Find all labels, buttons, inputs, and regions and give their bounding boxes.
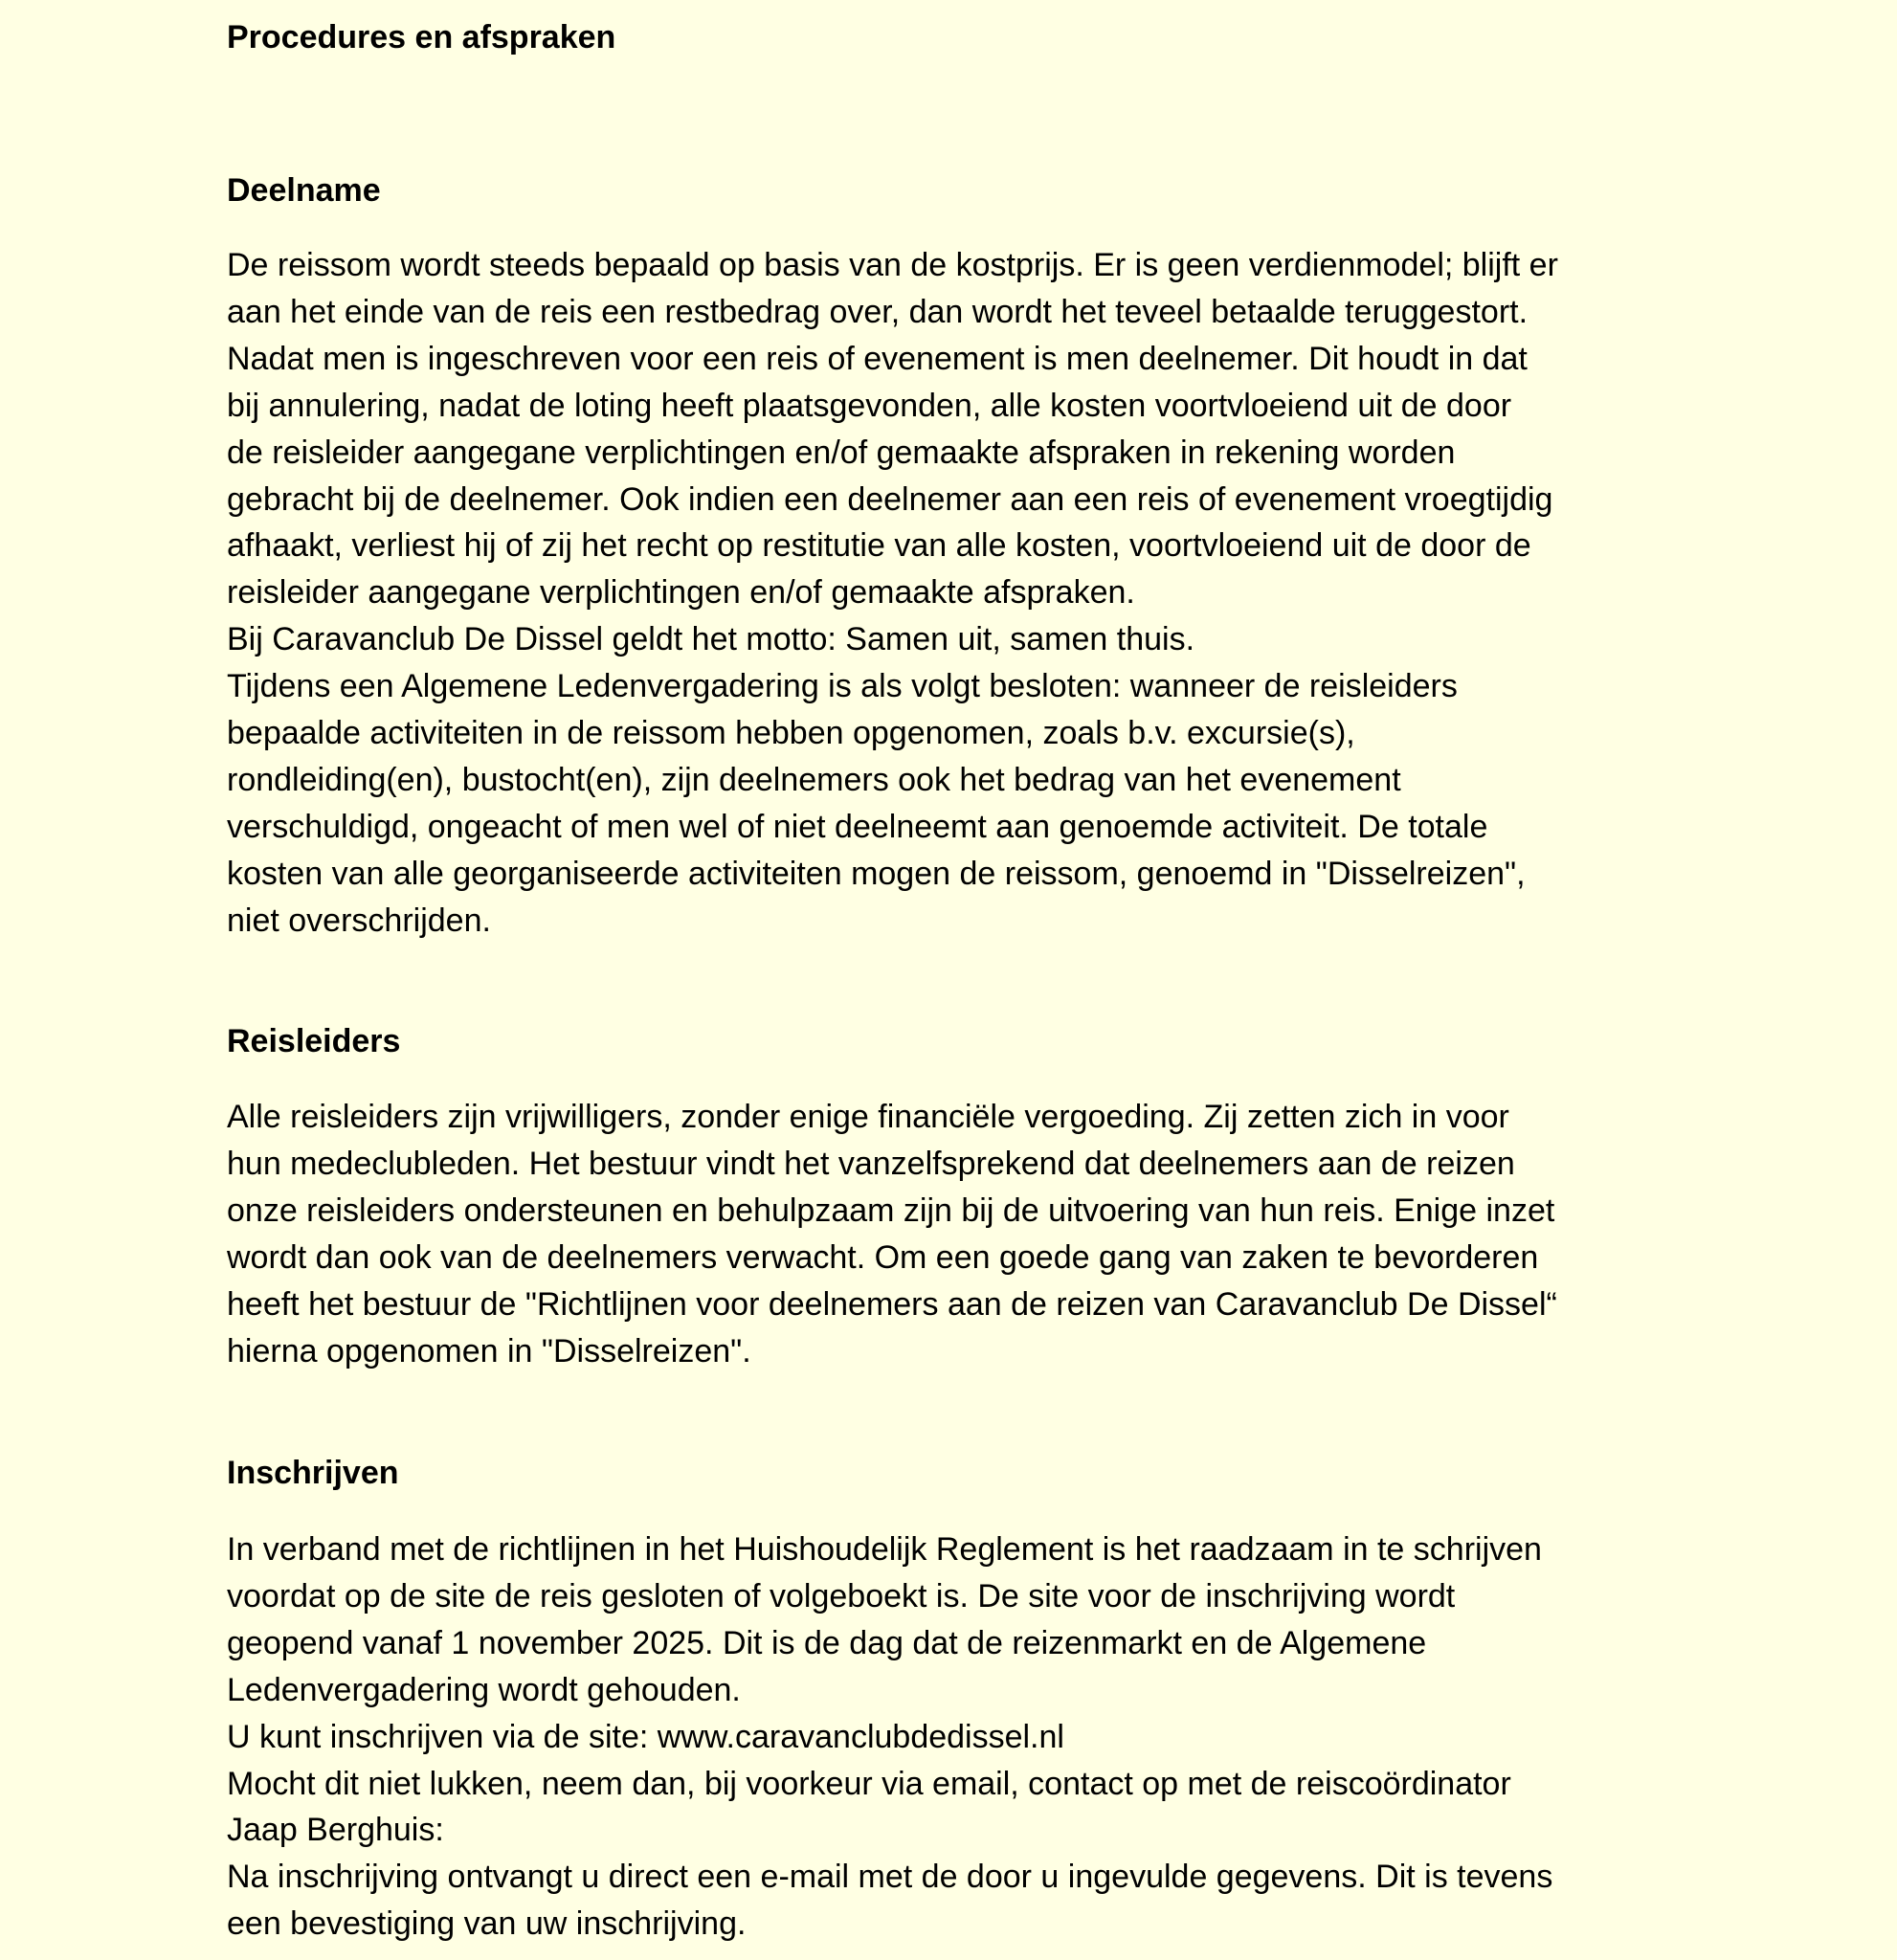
text-line: Mocht dit niet lukken, neem dan, bij voorkeur via email, contact op met de reiscoördinator <box>227 1765 1511 1802</box>
text-line: voordat op de site de reis gesloten of volgeboekt is. De site voor de inschrijving wordt <box>227 1577 1456 1615</box>
text-line: De reissom wordt steeds bepaald op basis van de kostprijs. Er is geen verdienmodel; blijft er <box>227 247 1558 283</box>
paragraph-deelname <box>227 242 1558 945</box>
text-line: aan het einde van de reis een restbedrag over, dan wordt het teveel betaalde teruggestort. <box>227 293 1529 330</box>
text-line: bij annulering, nadat de loting heeft plaatsgevonden, alle kosten voortvloeiend uit de door <box>227 387 1512 424</box>
text-line: verschuldigd, ongeacht of men wel of niet deelneemt aan genoemde activiteit. De totale <box>227 808 1488 845</box>
heading-deelname: Deelname <box>227 172 381 209</box>
text-line: Alle reisleiders zijn vrijwilligers, zonder enige financiële vergoeding. Zij zetten zich in voor <box>227 1099 1509 1135</box>
text-line: de reisleider aangegane verplichtingen en/of gemaakte afspraken in rekening worden <box>227 434 1456 471</box>
text-line: hun medeclubleden. Het bestuur vindt het vanzelfsprekend dat deelnemers aan de reizen <box>227 1145 1515 1182</box>
text-line: gebracht bij de deelnemer. Ook indien een deelnemer aan een reis of evenement vroegtijdig <box>227 480 1553 518</box>
paragraph-reisleiders <box>227 1094 1557 1374</box>
text-line: Bij Caravanclub De Dissel geldt het motto: Samen uit, samen thuis. <box>227 621 1195 658</box>
text-line: hierna opgenomen in "Disselreizen". <box>227 1332 751 1370</box>
text-line: wordt dan ook van de deelnemers verwacht. Om een goede gang van zaken te bevorderen <box>227 1238 1539 1276</box>
text-line: een bevestiging van uw inschrijving. <box>227 1905 747 1943</box>
heading-reisleiders: Reisleiders <box>227 1023 401 1059</box>
text-line: kosten van alle georganiseerde activiteiten mogen de reissom, genoemd in "Disselreizen", <box>227 855 1526 892</box>
text-line: In verband met de richtlijnen in het Huishoudelijk Reglement is het raadzaam in te schrijven <box>227 1531 1542 1568</box>
text-line: Jaap Berghuis: <box>227 1812 444 1849</box>
text-line: reisleider aangegane verplichtingen en/of gemaakte afspraken. <box>227 574 1135 612</box>
text-line: onze reisleiders ondersteunen en behulpzaam zijn bij de uitvoering van hun reis. Enige inzet <box>227 1192 1555 1229</box>
text-line: Ledenvergadering wordt gehouden. <box>227 1671 741 1708</box>
text-line: Tijdens een Algemene Ledenvergadering is als volgt besloten: wanneer de reisleiders <box>227 668 1458 705</box>
text-line: rondleiding(en), bustocht(en), zijn deelnemers ook het bedrag van het evenement <box>227 761 1401 798</box>
text-line: U kunt inschrijven via de site: www.caravanclubdedissel.nl <box>227 1718 1064 1755</box>
text-line: Na inschrijving ontvangt u direct een e-mail met de door u ingevulde gegevens. Dit is tevens <box>227 1859 1553 1896</box>
text-line: heeft het bestuur de "Richtlijnen voor deelnemers aan de reizen van Caravanclub De Dissel“ <box>227 1285 1557 1323</box>
text-line: afhaakt, verliest hij of zij het recht op restitutie van alle kosten, voortvloeiend uit de door de <box>227 527 1531 565</box>
paragraph-inschrijven <box>227 1526 1552 1948</box>
text-line: bepaalde activiteiten in de reissom hebben opgenomen, zoals b.v. excursie(s), <box>227 715 1355 752</box>
text-line: Nadat men is ingeschreven voor een reis of evenement is men deelnemer. Dit houdt in dat <box>227 340 1528 377</box>
heading-inschrijven: Inschrijven <box>227 1455 399 1491</box>
text-line: niet overschrijden. <box>227 902 491 939</box>
text-line: geopend vanaf 1 november 2025. Dit is de dag dat de reizenmarkt en de Algemene <box>227 1624 1427 1661</box>
page-title: Procedures en afspraken <box>227 19 616 56</box>
